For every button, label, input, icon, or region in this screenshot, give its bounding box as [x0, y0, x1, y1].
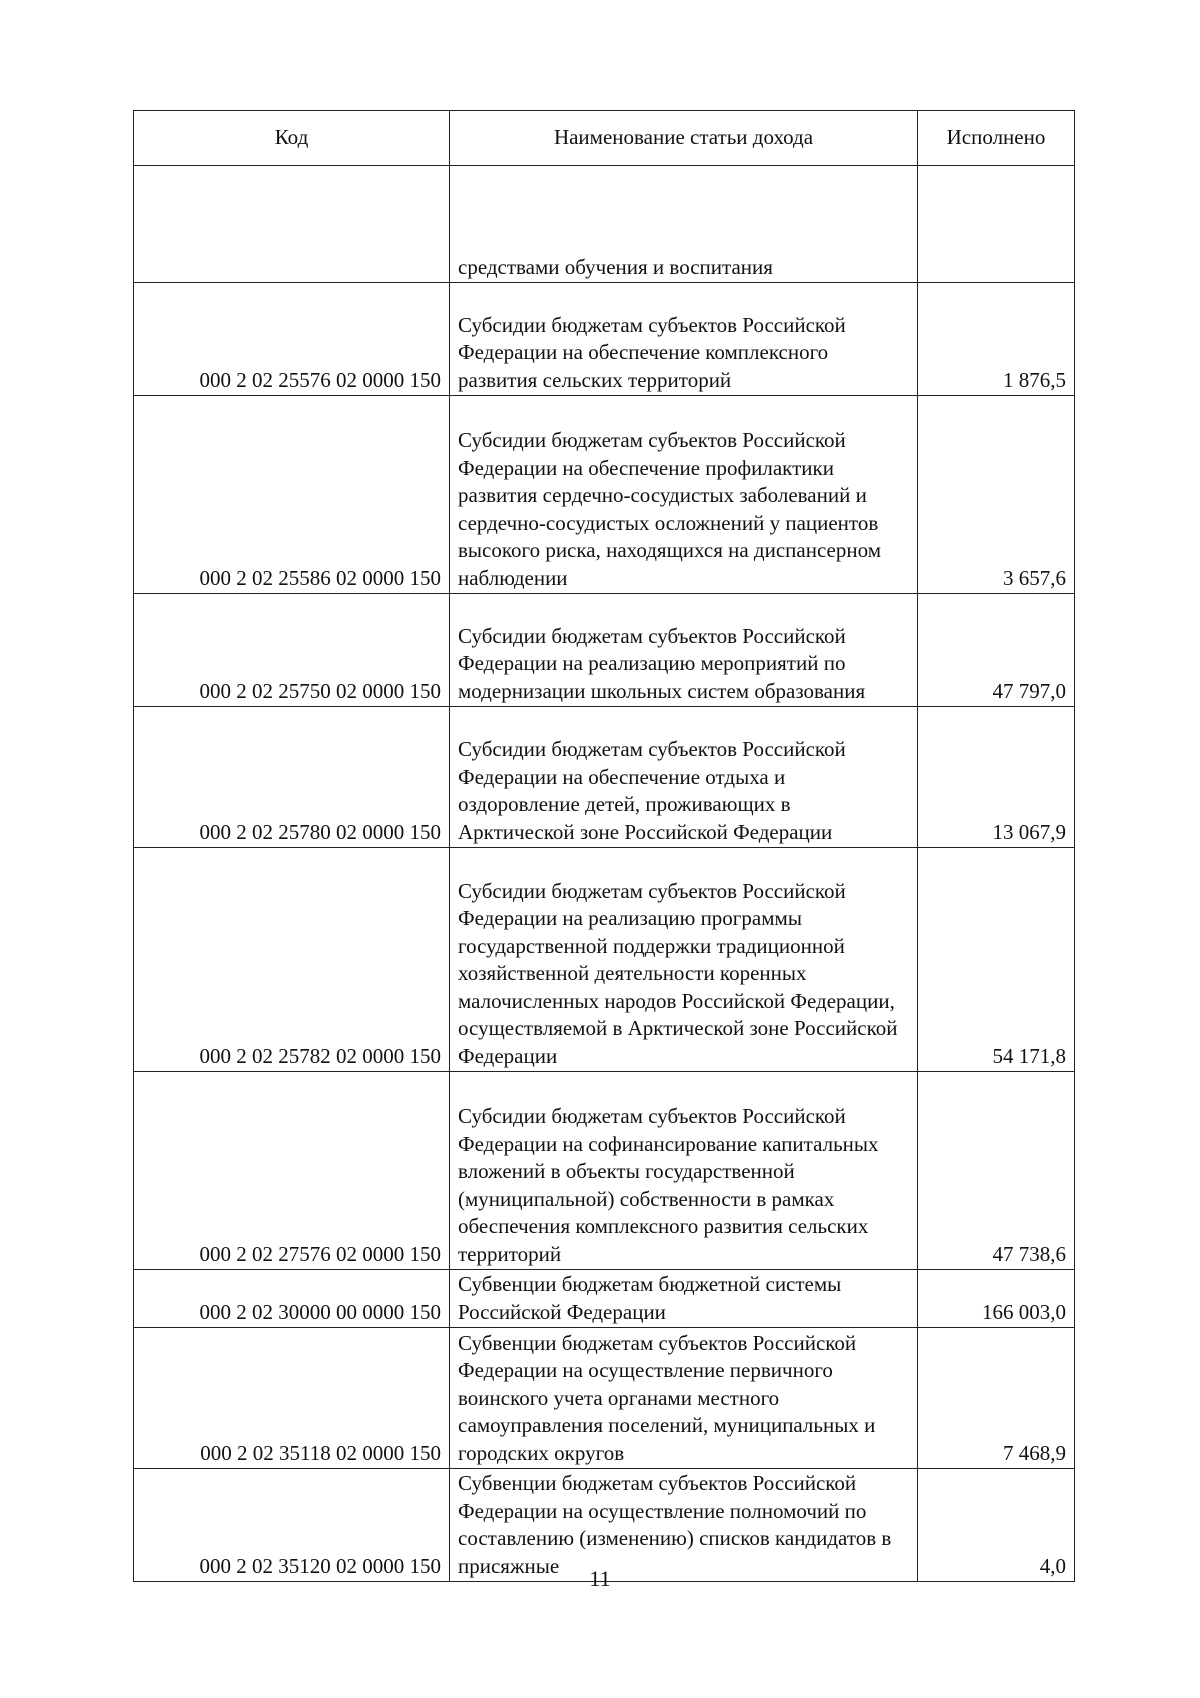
cell-amount: 47 738,6 [918, 1072, 1075, 1270]
cell-code: 000 2 02 25586 02 0000 150 [134, 396, 450, 594]
table-row [134, 1328, 1075, 1469]
cell-amount [918, 166, 1075, 283]
cell-amount: 47 797,0 [918, 594, 1075, 707]
cell-code: 000 2 02 27576 02 0000 150 [134, 1072, 450, 1270]
table-body [134, 166, 1075, 1582]
cell-amount: 7 468,9 [918, 1328, 1075, 1469]
table-row [134, 848, 1075, 1072]
cell-name: Субсидии бюджетам субъектов Российской Федерации на обеспечение комплексного развития сельских территорий [450, 283, 918, 396]
header-name: Наименование статьи дохода [450, 111, 918, 166]
cell-code: 000 2 02 25780 02 0000 150 [134, 707, 450, 848]
table-row [134, 283, 1075, 396]
table-row [134, 396, 1075, 594]
cell-name: средствами обучения и воспитания [450, 166, 918, 283]
cell-name: Субвенции бюджетам субъектов Российской Федерации на осуществление полномочий по составлению (изменению) списков кандидатов в присяжные [450, 1469, 918, 1582]
cell-code: 000 2 02 35120 02 0000 150 [134, 1469, 450, 1582]
cell-name: Субвенции бюджетам бюджетной системы Российской Федерации [450, 1270, 918, 1328]
cell-code: 000 2 02 25576 02 0000 150 [134, 283, 450, 396]
table-row [134, 707, 1075, 848]
cell-code: 000 2 02 30000 00 0000 150 [134, 1270, 450, 1328]
header-code: Код [134, 111, 450, 166]
cell-amount: 13 067,9 [918, 707, 1075, 848]
header-row [134, 111, 1075, 166]
cell-code: 000 2 02 25782 02 0000 150 [134, 848, 450, 1072]
cell-amount: 3 657,6 [918, 396, 1075, 594]
table-row [134, 1469, 1075, 1582]
cell-code: 000 2 02 25750 02 0000 150 [134, 594, 450, 707]
cell-name: Субсидии бюджетам субъектов Российской Федерации на реализацию программы государственной поддержки традиционной хозяйственной деятельности коренных малочисленных народов Российской Федерации, осуществляемой в Арктической зоне Российской Федерации [450, 848, 918, 1072]
cell-name: Субвенции бюджетам субъектов Российской Федерации на осуществление первичного воинского учета органами местного самоуправления поселений, муниципальных и городских округов [450, 1328, 918, 1469]
page-number: 11 [589, 1566, 611, 1591]
cell-amount: 54 171,8 [918, 848, 1075, 1072]
table-row [134, 1270, 1075, 1328]
table-row-continuation [134, 166, 1075, 283]
table-row [134, 594, 1075, 707]
revenue-table [133, 110, 1075, 1582]
cell-name: Субсидии бюджетам субъектов Российской Федерации на обеспечение профилактики развития сердечно-сосудистых заболеваний и сердечно-сосудистых осложнений у пациентов высокого риска, находящихся на диспансерном наблюдении [450, 396, 918, 594]
cell-name: Субсидии бюджетам субъектов Российской Федерации на софинансирование капитальных вложений в объекты государственной (муниципальной) собственности в рамках обеспечения комплексного развития сельских территорий [450, 1072, 918, 1270]
cell-name: Субсидии бюджетам субъектов Российской Федерации на обеспечение отдыха и оздоровление детей, проживающих в Арктической зоне Российской Федерации [450, 707, 918, 848]
cell-amount: 1 876,5 [918, 283, 1075, 396]
cell-amount: 166 003,0 [918, 1270, 1075, 1328]
header-amount: Исполнено [918, 111, 1075, 166]
cell-name: Субсидии бюджетам субъектов Российской Федерации на реализацию мероприятий по модернизации школьных систем образования [450, 594, 918, 707]
table-header [134, 111, 1075, 166]
table-row [134, 1072, 1075, 1270]
cell-code [134, 166, 450, 283]
cell-amount: 4,0 [918, 1469, 1075, 1582]
cell-code: 000 2 02 35118 02 0000 150 [134, 1328, 450, 1469]
